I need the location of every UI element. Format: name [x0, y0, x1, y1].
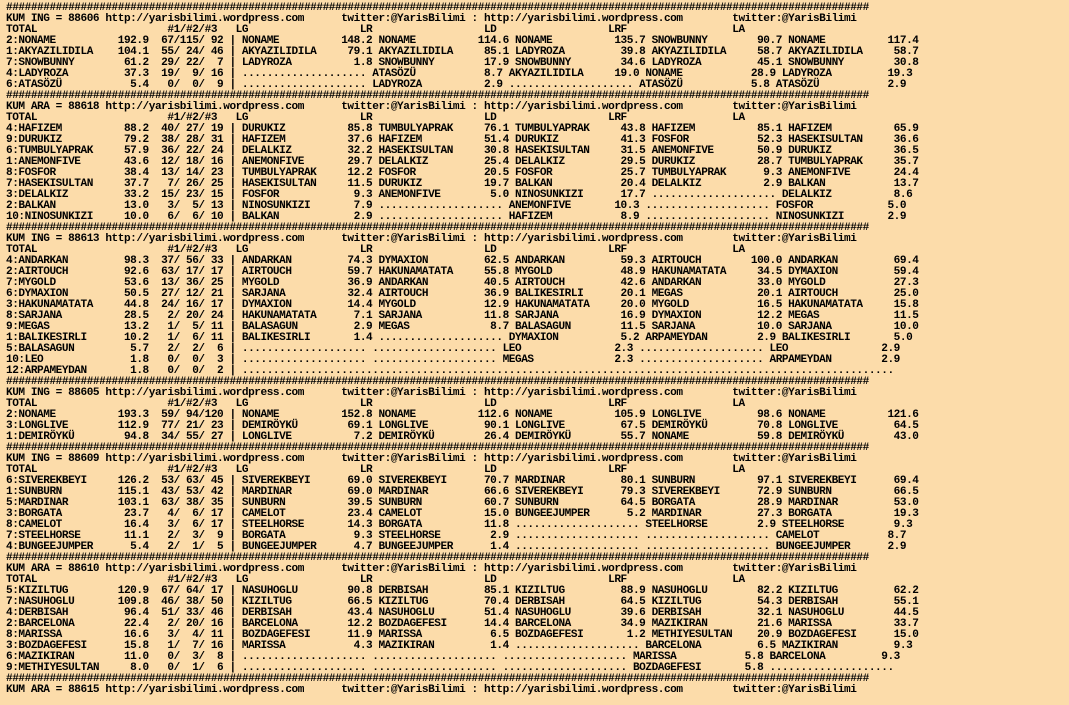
data-row: 8:FOSFOR 38.4 13/ 14/ 23 | TUMBULYAPRAK 12.2 FOSFOR 20.5 FOSFOR 25.7 TUMBULYAPRAK 9.3 ANEMONFIVE 24.4: [6, 167, 919, 179]
separator-line: ###########################################################################################################################################: [6, 552, 869, 564]
data-row: 6:ATASÖZÜ 5.4 0/ 0/ 9 | .................... LADYROZA 2.9 .................... ATASÖZÜ 5.8 ATASÖZÜ 2.9: [6, 79, 907, 91]
data-row: 1:BALIKESIRLI 10.2 1/ 6/ 11 | BALIKESIRLI 1.4 .................... DYMAXION 5.2 ARPAMEYDAN 2.9 BALIKESIRLI 5.0: [6, 332, 913, 344]
data-row: 5:MARDINAR 103.1 63/ 38/ 35 | SUNBURN 39.5 SUNBURN 60.7 SUNBURN 64.5 BORGATA 28.9 MARDINAR 53.0: [6, 497, 919, 509]
data-row: 3:LONGLIVE 112.9 77/ 21/ 23 | DEMIRÖYKÜ 69.1 LONGLIVE 90.1 LONGLIVE 67.5 DEMIRÖYKÜ 70.8 LONGLIVE 64.5: [6, 420, 919, 432]
data-row: 12:ARPAMEYDAN 1.8 0/ 0/ 2 | .........................................................................................................: [6, 365, 894, 377]
data-row: 1:SUNBURN 115.1 43/ 53/ 42 | MARDINAR 69.0 MARDINAR 66.6 SIVEREKBEYI 79.3 SIVEREKBEYI 72.9 SUNBURN 66.5: [6, 486, 919, 498]
separator-line: ###########################################################################################################################################: [6, 376, 869, 388]
data-row: 3:BORGATA 23.7 4/ 6/ 17 | CAMELOT 23.4 CAMELOT 15.0 BUNGEEJUMPER 5.2 MARDINAR 27.3 BORGATA 19.3: [6, 508, 919, 520]
race-header-line: KUM ING = 88609 http://yarisbilimi.wordpress.com twitter:@YarisBilimi : http://yarisbilimi.wordpress.com twitter:@YarisBilimi: [6, 453, 857, 465]
separator-line: ###########################################################################################################################################: [6, 673, 869, 685]
data-row: 3:DELALKIZ 33.2 15/ 23/ 15 | FOSFOR 9.3 ANEMONFIVE 5.0 NINOSUNKIZI 17.7 .................... DELALKIZ 8.6: [6, 189, 913, 201]
data-row: 6:DYMAXION 50.5 27/ 12/ 21 | SARJANA 32.4 AIRTOUCH 36.9 BALIKESIRLI 20.1 MEGAS 20.1 AIRTOUCH 25.0: [6, 288, 919, 300]
column-header-line: TOTAL #1/#2/#3 LG LR LD LRF LA: [6, 464, 745, 476]
data-row: 9:DURUKIZ 79.2 38/ 28/ 31 | HAFIZEM 37.6 HAFIZEM 51.4 DURUKIZ 41.3 FOSFOR 52.3 HASEKISULTAN 36.6: [6, 134, 919, 146]
column-header-line: TOTAL #1/#2/#3 LG LR LD LRF LA: [6, 112, 745, 124]
data-row: 3:HAKUNAMATATA 44.8 24/ 16/ 17 | DYMAXION 14.4 MYGOLD 12.9 HAKUNAMATATA 20.0 MYGOLD 16.5 HAKUNAMATATA 15.8: [6, 299, 919, 311]
data-row: 9:METHIYESULTAN 8.0 0/ 1/ 6 | .................... .................... .................... BOZDAGEFESI 5.8 ....................: [6, 662, 894, 674]
data-row: 4:BUNGEEJUMPER 5.4 2/ 1/ 5 | BUNGEEJUMPER 4.7 BUNGEEJUMPER 1.4 .................... .................... BUNGEEJUMPER 2.9: [6, 541, 907, 553]
data-row: 5:KIZILTUG 120.9 67/ 64/ 17 | NASUHOGLU 90.8 DERBISAH 85.1 KIZILTUG 88.9 NASUHOGLU 82.2 KIZILTUG 62.2: [6, 585, 919, 597]
data-row: 7:MYGOLD 53.6 13/ 36/ 25 | MYGOLD 36.9 ANDARKAN 40.5 AIRTOUCH 42.6 ANDARKAN 33.0 MYGOLD 27.3: [6, 277, 919, 289]
data-row: 1:AKYAZILIDILA 104.1 55/ 24/ 46 | AKYAZILIDILA 79.1 AKYAZILIDILA 85.1 LADYROZA 39.8 AKYAZILIDILA 58.7 AKYAZILIDILA 58.7: [6, 46, 919, 58]
data-row: 2:BALKAN 13.0 3/ 5/ 13 | NINOSUNKIZI 7.9 .................... ANEMONFIVE 10.3 .................... FOSFOR 5.0: [6, 200, 907, 212]
data-row: 7:STEELHORSE 11.1 2/ 3/ 9 | BORGATA 9.3 STEELHORSE 2.9 .................... .................... CAMELOT 8.7: [6, 530, 907, 542]
data-row: 4:HAFIZEM 88.2 40/ 27/ 19 | DURUKIZ 85.8 TUMBULYAPRAK 76.1 TUMBULYAPRAK 43.8 HAFIZEM 85.1 HAFIZEM 65.9: [6, 123, 919, 135]
data-row: 4:ANDARKAN 98.3 37/ 56/ 33 | ANDARKAN 74.3 DYMAXION 62.5 ANDARKAN 59.3 AIRTOUCH 100.0 ANDARKAN 69.4: [6, 255, 919, 267]
data-row: 10:NINOSUNKIZI 10.0 6/ 6/ 10 | BALKAN 2.9 .................... HAFIZEM 8.9 .................... NINOSUNKIZI 2.9: [6, 211, 907, 223]
data-row: 4:LADYROZA 37.3 19/ 9/ 16 | .................... ATASÖZÜ 8.7 AKYAZILIDILA 19.0 NONAME 28.9 LADYROZA 19.3: [6, 68, 913, 80]
separator-line: ###########################################################################################################################################: [6, 90, 869, 102]
data-row: 8:CAMELOT 16.4 3/ 6/ 17 | STEELHORSE 14.3 BORGATA 11.8 .................... STEELHORSE 2.9 STEELHORSE 9.3: [6, 519, 913, 531]
data-row: 7:NASUHOGLU 109.8 46/ 38/ 50 | KIZILTUG 66.5 KIZILTUG 70.4 DERBISAH 64.5 KIZILTUG 54.3 DERBISAH 55.1: [6, 596, 919, 608]
data-row: 6:MAZIKIRAN 11.0 0/ 3/ 8 | .................... .................... .................... MARISSA 5.8 BARCELONA 9.3: [6, 651, 900, 663]
separator-line: ###########################################################################################################################################: [6, 222, 869, 234]
data-row: 7:HASEKISULTAN 37.7 7/ 26/ 25 | HASEKISULTAN 11.5 DURUKIZ 19.7 BALKAN 20.4 DELALKIZ 2.9 BALKAN 13.7: [6, 178, 919, 190]
data-row: 10:LEO 1.8 0/ 0/ 3 | .................... .................... MEGAS 2.3 .................... ARPAMEYDAN 2.9: [6, 354, 900, 366]
data-row: 2:NONAME 193.3 59/ 94/120 | NONAME 152.8 NONAME 112.6 NONAME 105.9 LONGLIVE 98.6 NONAME 121.6: [6, 409, 919, 421]
race-header-line: KUM ING = 88613 http://yarisbilimi.wordpress.com twitter:@YarisBilimi : http://yarisbilimi.wordpress.com twitter:@YarisBilimi: [6, 233, 857, 245]
data-row: 2:BARCELONA 22.4 2/ 20/ 16 | BARCELONA 12.2 BOZDAGEFESI 14.4 BARCELONA 34.9 MAZIKIRAN 21.6 MARISSA 33.7: [6, 618, 919, 630]
data-row: 2:AIRTOUCH 92.6 63/ 17/ 17 | AIRTOUCH 59.7 HAKUNAMATATA 55.8 MYGOLD 48.9 HAKUNAMATATA 34.5 DYMAXION 59.4: [6, 266, 919, 278]
column-header-line: TOTAL #1/#2/#3 LG LR LD LRF LA: [6, 24, 745, 36]
data-row: 4:DERBISAH 96.4 51/ 33/ 46 | DERBISAH 43.4 NASUHOGLU 51.4 NASUHOGLU 39.6 DERBISAH 32.1 NASUHOGLU 44.5: [6, 607, 919, 619]
data-row: 8:MARISSA 16.6 3/ 4/ 11 | BOZDAGEFESI 11.9 MARISSA 6.5 BOZDAGEFESI 1.2 METHIYESULTAN 20.9 BOZDAGEFESI 15.0: [6, 629, 919, 641]
separator-line: ###########################################################################################################################################: [6, 2, 869, 14]
race-header-line: KUM ARA = 88610 http://yarisbilimi.wordpress.com twitter:@YarisBilimi : http://yarisbilimi.wordpress.com twitter:@YarisBilimi: [6, 563, 857, 575]
column-header-line: TOTAL #1/#2/#3 LG LR LD LRF LA: [6, 574, 745, 586]
column-header-line: TOTAL #1/#2/#3 LG LR LD LRF LA: [6, 398, 745, 410]
data-row: 3:BOZDAGEFESI 15.8 1/ 7/ 16 | MARISSA 4.3 MAZIKIRAN 1.4 .................... BARCELONA 6.5 MAZIKIRAN 9.3: [6, 640, 913, 652]
data-row: 6:SIVEREKBEYI 126.2 53/ 63/ 45 | SIVEREKBEYI 69.0 SIVEREKBEYI 70.7 MARDINAR 80.1 SUNBURN 97.1 SIVEREKBEYI 69.4: [6, 475, 919, 487]
data-row: 2:NONAME 192.9 67/115/ 92 | NONAME 148.2 NONAME 114.6 NONAME 135.7 SNOWBUNNY 90.7 NONAME 117.4: [6, 35, 919, 47]
data-row: 1:DEMIRÖYKÜ 94.8 34/ 55/ 27 | LONGLIVE 7.2 DEMIRÖYKÜ 26.4 DEMIRÖYKÜ 55.7 NONAME 59.8 DEMIRÖYKÜ 43.0: [6, 431, 919, 443]
race-header-line: KUM ARA = 88618 http://yarisbilimi.wordpress.com twitter:@YarisBilimi : http://yarisbilimi.wordpress.com twitter:@YarisBilimi: [6, 101, 857, 113]
data-row: 6:TUMBULYAPRAK 57.9 36/ 22/ 24 | DELALKIZ 32.2 HASEKISULTAN 30.8 HASEKISULTAN 31.5 ANEMONFIVE 50.9 DURUKIZ 36.5: [6, 145, 919, 157]
race-header-line: KUM ARA = 88615 http://yarisbilimi.wordpress.com twitter:@YarisBilimi : http://yarisbilimi.wordpress.com twitter:@YarisBilimi: [6, 684, 857, 696]
separator-line: ###########################################################################################################################################: [6, 442, 869, 454]
data-row: 9:MEGAS 13.2 1/ 5/ 11 | BALASAGUN 2.9 MEGAS 8.7 BALASAGUN 11.5 SARJANA 10.0 SARJANA 10.0: [6, 321, 919, 333]
data-row: 8:SARJANA 28.5 2/ 20/ 24 | HAKUNAMATATA 7.1 SARJANA 11.8 SARJANA 16.9 DYMAXION 12.2 MEGAS 11.5: [6, 310, 919, 322]
data-row: 5:BALASAGUN 5.7 2/ 2/ 6 | .................... .................... LEO 2.3 .................... LEO 2.9: [6, 343, 900, 355]
race-header-line: KUM ING = 88605 http://yarisbilimi.wordpress.com twitter:@YarisBilimi : http://yarisbilimi.wordpress.com twitter:@YarisBilimi: [6, 387, 857, 399]
data-row: 1:ANEMONFIVE 43.6 12/ 18/ 16 | ANEMONFIVE 29.7 DELALKIZ 25.4 DELALKIZ 29.5 DURUKIZ 28.7 TUMBULYAPRAK 35.7: [6, 156, 919, 168]
column-header-line: TOTAL #1/#2/#3 LG LR LD LRF LA: [6, 244, 745, 256]
data-row: 7:SNOWBUNNY 61.2 29/ 22/ 7 | LADYROZA 1.8 SNOWBUNNY 17.9 SNOWBUNNY 34.6 LADYROZA 45.1 SNOWBUNNY 30.8: [6, 57, 919, 69]
race-header-line: KUM ING = 88606 http://yarisbilimi.wordpress.com twitter:@YarisBilimi : http://yarisbilimi.wordpress.com twitter:@YarisBilimi: [6, 13, 857, 25]
